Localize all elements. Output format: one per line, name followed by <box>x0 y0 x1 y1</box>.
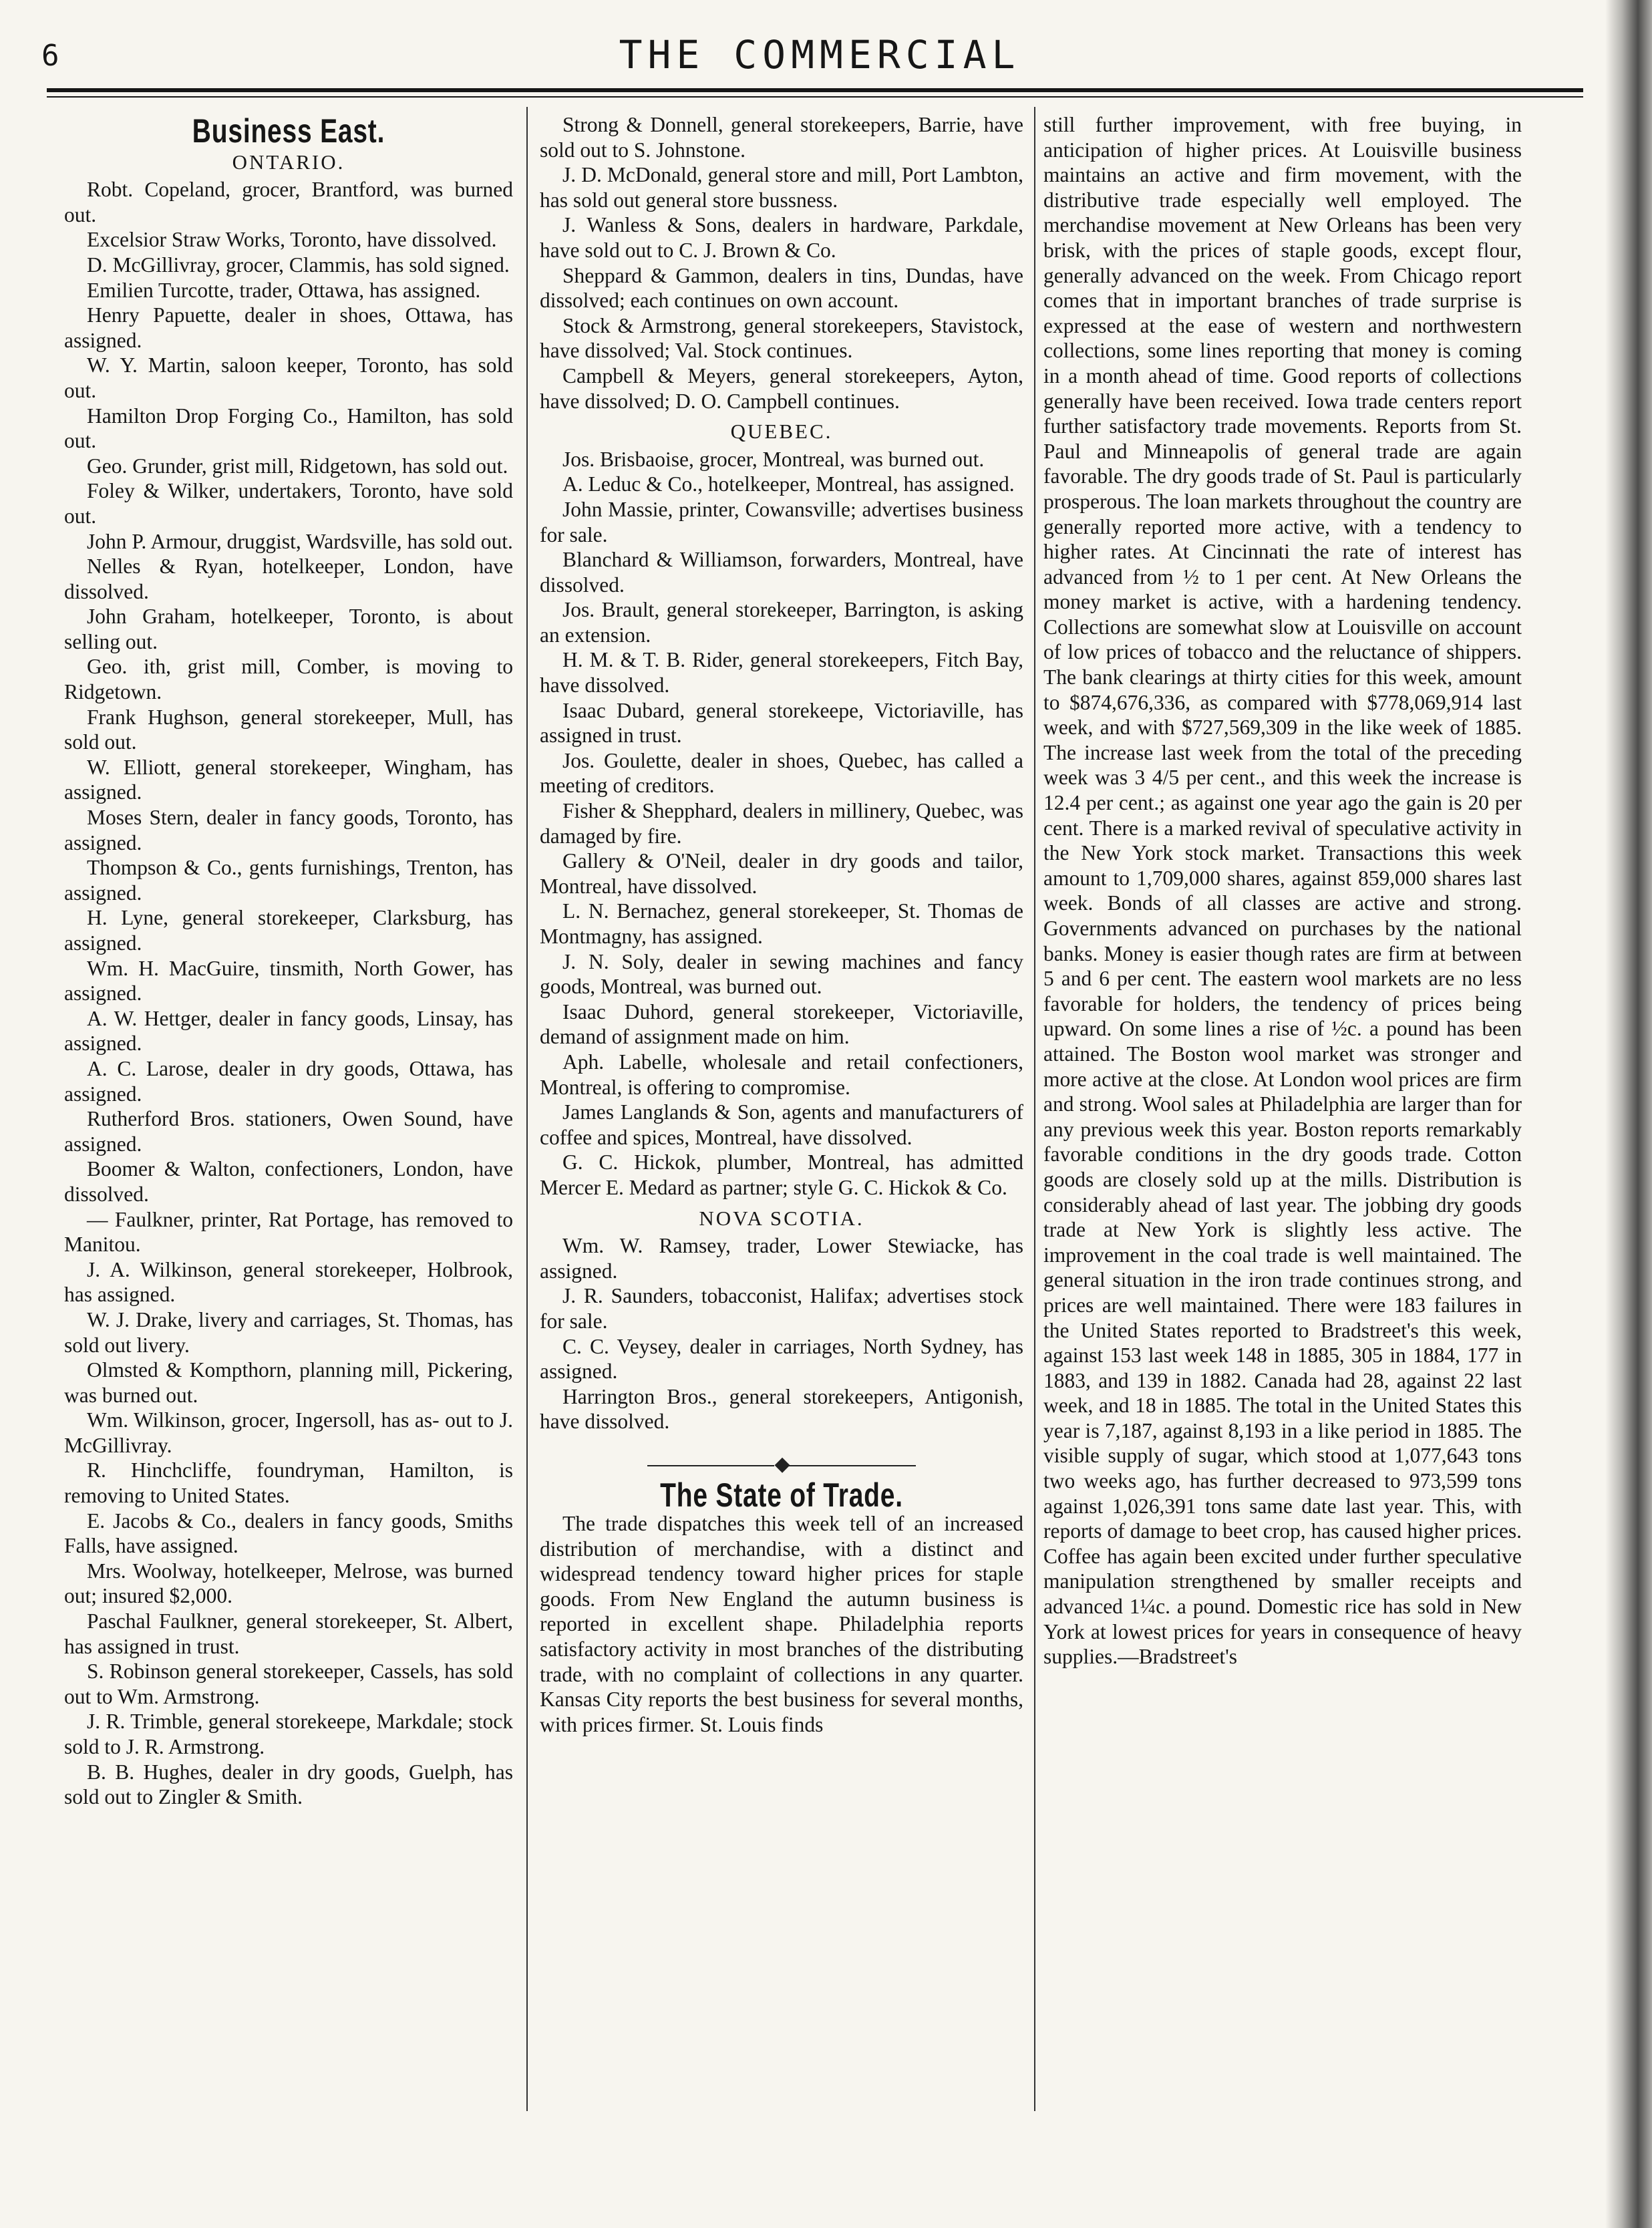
notice-item: J. N. Soly, dealer in sewing machines and fancy goods, Montreal, was burned out. <box>540 949 1023 999</box>
notice-item: J. R. Saunders, tobacconist, Halifax; advertises stock for sale. <box>540 1284 1023 1333</box>
notice-item: Jos. Brisbaoise, grocer, Montreal, was burned out. <box>562 447 985 471</box>
notice-item: Aph. Labelle, wholesale and retail confectioners, Montreal, is offering to compromise. <box>540 1050 1023 1099</box>
notice-item: Paschal Faulkner, general storekeeper, St. Albert, has assigned in trust. <box>64 1609 513 1658</box>
notice-item: Jos. Goulette, dealer in shoes, Quebec, has called a meeting of creditors. <box>540 748 1023 798</box>
notice-item: J. R. Trimble, general storekeepe, Markdale; stock sold to J. R. Armstrong. <box>64 1710 513 1758</box>
column-1 <box>64 112 513 1810</box>
masthead <box>41 32 1598 79</box>
notice-item: Harrington Bros., general storekeepers, Antigonish, have dissolved. <box>540 1384 1023 1434</box>
notice-item: L. N. Bernachez, general storekeeper, St. Thomas de Montmagny, has assigned. <box>540 899 1023 948</box>
notice-item: Wm. Wilkinson, grocer, Ingersoll, has as- out to J. McGillivray. <box>64 1408 513 1457</box>
notice-item: Excelsior Straw Works, Toronto, have dissolved. <box>87 228 497 252</box>
header-rule-thick <box>47 88 1583 92</box>
notice-item: Geo. ith, grist mill, Comber, is moving to Ridgetown. <box>64 655 513 704</box>
business-east-heading: Business East. <box>192 112 385 150</box>
notice-item: Campbell & Meyers, general storekeepers, Ayton, have dissolved; D. O. Campbell continues. <box>540 363 1023 413</box>
notice-item: A. W. Hettger, dealer in fancy goods, Linsay, has assigned. <box>64 1006 513 1056</box>
ontario-heading: ONTARIO. <box>232 150 345 174</box>
notice-item: Fisher & Shepphard, dealers in millinery, Quebec, was damaged by fire. <box>540 799 1023 848</box>
ontario-continued-list <box>540 112 1023 414</box>
notice-item: W. J. Drake, livery and carriages, St. Thomas, has sold out livery. <box>64 1307 513 1357</box>
notice-item: Foley & Wilker, undertakers, Toronto, have sold out. <box>64 479 513 528</box>
notice-item: Wm. W. Ramsey, trader, Lower Stewiacke, has assigned. <box>540 1234 1023 1283</box>
notice-item: H. Lyne, general storekeeper, Clarksburg, has assigned. <box>64 906 513 955</box>
notice-item: D. McGillivray, grocer, Clammis, has sold signed. <box>87 253 510 277</box>
notice-item: Strong & Donnell, general storekeepers, Barrie, have sold out to S. Johnstone. <box>540 113 1023 162</box>
quebec-heading: QUEBEC. <box>730 420 833 444</box>
notice-item: Nelles & Ryan, hotelkeeper, London, have dissolved. <box>64 554 513 603</box>
notice-item: W. Y. Martin, saloon keeper, Toronto, has sold out. <box>64 353 513 402</box>
notice-item: Mrs. Woolway, hotelkeeper, Melrose, was burned out; insured $2,000. <box>64 1559 513 1608</box>
notice-item: B. B. Hughes, dealer in dry goods, Guelph, has sold out to Zingler & Smith. <box>64 1760 513 1809</box>
notice-item: E. Jacobs & Co., dealers in fancy goods, Smiths Falls, have assigned. <box>64 1508 513 1558</box>
notice-item: John Massie, printer, Cowansville; advertises business for sale. <box>540 497 1023 546</box>
notice-item: J. A. Wilkinson, general storekeeper, Holbrook, has assigned. <box>64 1257 513 1307</box>
section-ornament: ◆ <box>540 1452 1023 1477</box>
header-rule-thin <box>47 96 1583 98</box>
notice-item: Olmsted & Kompthorn, planning mill, Pickering, was burned out. <box>64 1358 513 1407</box>
notice-item: Wm. H. MacGuire, tinsmith, North Gower, has assigned. <box>64 956 513 1005</box>
notice-item: Frank Hughson, general storekeeper, Mull, has sold out. <box>64 705 513 754</box>
notice-item: Isaac Duhord, general storekeeper, Victoriaville, demand of assignment made on him. <box>540 999 1023 1049</box>
notice-item: H. M. & T. B. Rider, general storekeepers, Fitch Bay, have dissolved. <box>540 648 1023 697</box>
notice-item: Boomer & Walton, confectioners, London, have dissolved. <box>64 1157 513 1206</box>
state-of-trade-paragraph-2: still further improvement, with free buying, in anticipation of higher prices. At Louisville business maintains an active and firm movement, with the distributive trade especially well employed. The merchandise movement at New Orleans has been very brisk, with the prices of staple goods, except flour, generally advanced on the week. From Chicago report comes that in important branches of trade surprise is expressed at the ease of western and northwestern collections, some lines reporting that money is coming in a month ahead of time. Good reports of collections generally have been received. Iowa trade centers report further satisfactory trade movements. Reports from St. Paul and Minneapolis of general trade are again favorable. The dry goods trade of St. Paul is particularly prosperous. The loan markets throughout the country are generally reported more active, with a tendency to higher rates. At Cincinnati the rate of interest has advanced from ½ to 1 per cent. At New Orleans the money market is active, with a hardening tendency. Collections are somewhat slow at Louisville on account of low prices of tobacco and the reluctance of shippers. The bank clearings at thirty cities for this week, amount to $874,676,336, as compared with $778,069,914 last week, and with $727,569,309 in the like week of 1885. The increase last week from the total of the preceding week was 3 4/5 per cent., and this week the increase is 12.4 per cent.; as against one year ago the gain is 20 per cent. There is a marked revival of speculative activity in the New York stock market. Transactions this week amount to 1,709,000 shares, against 859,000 shares last week. Bonds of all classes are active and strong. Governments advanced on purchases by the national banks. Money is easier though rates are firm at between 5 and 6 per cent. The eastern wool markets are no less favorable for holders, the tendency of prices being upward. On some lines a rise of ½c. a pound has been attained. The Boston wool market was stronger and more active at the close. At London wool prices are firm and strong. Wool sales at Philadelphia are larger than for any previous week this year. Boston reports remarkably favorable conditions in the dry goods trade. Cotton goods are closely sold up at the mills. Distribution is considerably ahead of last year. The jobbing dry goods trade at New York is slightly less active. The improvement in the coal trade is well maintained. The general situation in the iron trade continues strong, and prices are well maintained. There were 183 failures in the United States reported to Bradstreet's this week, against 153 last week 148 in 1885, 305 in 1884, 177 in 1883, and 139 in 1882. Canada had 28, against 22 last week, and 18 in 1885. The total in the United States this year is 7,187, against 8,193 in a like period in 1885. The visible supply of sugar, which stood at 1,077,643 tons two weeks ago, has further decreased to 973,599 tons against 1,026,391 tons same date last year. This, with reports of damage to beet crop, has caused higher prices. Coffee has again been excited under further speculative manipulation strengthened by smaller receipts and advanced 1¼c. a pound. Domestic rice has sold in New York at lowest prices for years in consequence of heavy supplies.—Bradstreet's <box>1043 113 1522 1669</box>
notice-item: R. Hinchcliffe, foundryman, Hamilton, is removing to United States. <box>64 1458 513 1508</box>
notice-item: C. C. Veysey, dealer in carriages, North Sydney, has assigned. <box>540 1334 1023 1384</box>
ontario-list <box>64 177 513 1810</box>
quebec-list <box>540 447 1023 1201</box>
notice-item: J. Wanless & Sons, dealers in hardware, Parkdale, have sold out to C. J. Brown & Co. <box>540 213 1023 262</box>
notice-item: Sheppard & Gammon, dealers in tins, Dundas, have dissolved; each continues on own account. <box>540 263 1023 313</box>
notice-item: A. Leduc & Co., hotelkeeper, Montreal, has assigned. <box>562 472 1015 496</box>
notice-item: Moses Stern, dealer in fancy goods, Toronto, has assigned. <box>64 806 513 854</box>
notice-item: S. Robinson general storekeeper, Cassels, has sold out to Wm. Armstrong. <box>64 1659 513 1708</box>
notice-item: G. C. Hickok, plumber, Montreal, has admitted Mercer E. Medard as partner; style G. C. Hickok & Co. <box>540 1150 1023 1199</box>
nova-scotia-heading: NOVA SCOTIA. <box>699 1206 864 1230</box>
notice-item: — Faulkner, printer, Rat Portage, has removed to Manitou. <box>64 1207 513 1257</box>
notice-item: Stock & Armstrong, general storekeepers, Stavistock, have dissolved; Val. Stock continues. <box>540 313 1023 363</box>
state-of-trade-heading: The State of Trade. <box>660 1476 903 1515</box>
notice-item: John Graham, hotelkeeper, Toronto, is about selling out. <box>64 605 513 653</box>
notice-item: J. D. McDonald, general store and mill, Port Lambton, has sold out general store bussness. <box>540 163 1023 212</box>
nova-scotia-list <box>540 1233 1023 1434</box>
page-number: 6 <box>41 39 59 73</box>
notice-item: W. Elliott, general storekeeper, Wingham, has assigned. <box>64 755 513 804</box>
notice-item: Hamilton Drop Forging Co., Hamilton, has sold out. <box>64 404 513 453</box>
newspaper-title: THE COMMERCIAL <box>619 32 1021 77</box>
state-of-trade-paragraph-1: The trade dispatches this week tell of an increased distribution of merchandise, with a distinct and widespread tendency toward higher prices for staple goods. From New England the autumn business is reported in excellent shape. Philadelphia reports satisfactory activity in most branches of the distributing trade, with no complaint of collections in any quarter. Kansas City reports the best business for several months, with prices firmer. St. Louis finds <box>540 1512 1023 1736</box>
notice-item: Robt. Copeland, grocer, Brantford, was burned out. <box>64 178 513 226</box>
column-2 <box>540 112 1023 1737</box>
notice-item: Isaac Dubard, general storekeepe, Victoriaville, has assigned in trust. <box>540 698 1023 748</box>
notice-item: Emilien Turcotte, trader, Ottawa, has assigned. <box>87 278 481 302</box>
notice-item: John P. Armour, druggist, Wardsville, has sold out. <box>87 529 513 553</box>
notice-item: A. C. Larose, dealer in dry goods, Ottawa, has assigned. <box>64 1056 513 1106</box>
notice-item: Jos. Brault, general storekeeper, Barrington, is asking an extension. <box>540 598 1023 647</box>
notice-item: Blanchard & Williamson, forwarders, Montreal, have dissolved. <box>540 548 1023 597</box>
notice-item: Gallery & O'Neil, dealer in dry goods and tailor, Montreal, have dissolved. <box>540 849 1023 898</box>
notice-item: James Langlands & Son, agents and manufacturers of coffee and spices, Montreal, have dissolved. <box>540 1100 1023 1149</box>
column-3 <box>1043 112 1522 1669</box>
notice-item: Geo. Grunder, grist mill, Ridgetown, has sold out. <box>87 454 508 478</box>
column-divider-2 <box>1034 107 1035 2111</box>
notice-item: Henry Papuette, dealer in shoes, Ottawa, has assigned. <box>64 303 513 352</box>
scan-edge-shadow <box>1605 0 1652 2228</box>
notice-item: Rutherford Bros. stationers, Owen Sound, have assigned. <box>64 1107 513 1156</box>
notice-item: Thompson & Co., gents furnishings, Trenton, has assigned. <box>64 856 513 905</box>
column-divider-1 <box>526 107 528 2111</box>
